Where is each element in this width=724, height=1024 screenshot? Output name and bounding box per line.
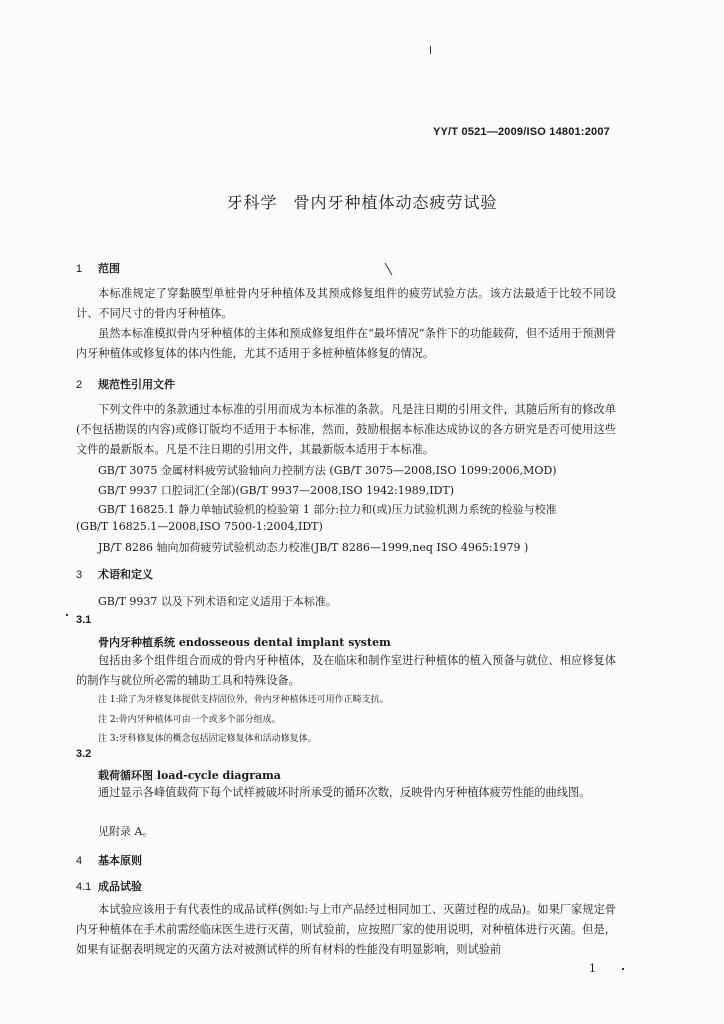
reference-3a: GB/T 16825.1 静力单轴试验机的检验第 1 部分:拉力和(或)压力试验机测力系统的检验与校准 <box>98 503 557 516</box>
section-title: 规范性引用文件 <box>98 379 175 391</box>
standard-code: YY/T 0521—2009/ISO 14801:2007 <box>432 126 610 138</box>
scan-speck <box>66 614 68 616</box>
section-1-paragraph-2: 虽然本标准模拟骨内牙种植体的主体和预成修复组件在“最坏情况”条件下的功能载荷，但不适用于预测骨内牙种植体或修复体的体内性能，尤其不适用于多桩种植体修复的情况。 <box>76 327 616 360</box>
scan-speck <box>622 968 624 970</box>
section-number: 1 <box>76 263 83 275</box>
section-number: 2 <box>76 379 83 391</box>
section-number: 4 <box>76 855 83 867</box>
section-number: 3 <box>76 569 83 581</box>
term-3-2-number: 3.2 <box>76 748 92 760</box>
reference-2: GB/T 9937 口腔词汇(全部)(GB/T 9937—2008,ISO 1942:1989,IDT) <box>98 484 455 497</box>
section-4-heading <box>76 852 142 868</box>
subsection-number: 4.1 <box>76 881 92 893</box>
note-1: 注 1:除了为牙修复体提供支持固位外，骨内牙种植体还可用作正畸支抗。 <box>98 695 389 705</box>
section-title: 基本原则 <box>98 855 142 867</box>
note-2: 注 2:骨内牙种植体可由一个或多个部分组成。 <box>98 715 281 725</box>
document-title <box>0 190 724 213</box>
section-1-paragraph-1: 本标准规定了穿黏膜型单桩骨内牙种植体及其预成修复组件的疲劳试验方法。该方法最适于比较不同设计、不同尺寸的骨内牙种植体。 <box>76 287 616 320</box>
section-3-intro: GB/T 9937 以及下列术语和定义适用于本标准。 <box>98 595 337 608</box>
term-3-2: 载荷循环图 load-cycle diagrama <box>98 769 281 782</box>
subsection-4-1-paragraph: 本试验应该用于有代表性的成品试样(例如:与上市产品经过相同加工、灭菌过程的成品)。如果厂家规定骨内牙种植体在手术前需经临床医生进行灭菌，则试验前，应按照厂家的使用说明，对种植体进行灭菌。但是，如果有证据表明规定的灭菌方法对被测试样的所有材料的性能没有明显影响，则试验前 <box>76 903 616 956</box>
subsection-4-1-heading <box>76 878 142 894</box>
reference-1: GB/T 3075 金属材料疲劳试验轴向力控制方法 (GB/T 3075—2008,ISO 1099:2006,MOD) <box>98 464 557 477</box>
section-title: 术语和定义 <box>98 569 153 581</box>
term-3-1-number: 3.1 <box>76 614 92 626</box>
term-3-1-definition: 包括由多个组件组合而成的骨内牙种植体，及在临床和制作室进行种植体的植入预备与就位、相应修复体的制作与就位所必需的辅助工具和特殊设备。 <box>76 654 616 687</box>
section-3-heading <box>76 566 153 582</box>
term-3-1: 骨内牙种植系统 endosseous dental implant system <box>98 636 391 649</box>
subsection-title: 成品试验 <box>98 881 142 893</box>
note-3: 注 3:牙科修复体的概念包括固定修复体和活动修复体。 <box>98 734 317 744</box>
scan-speck <box>430 46 431 54</box>
term-3-2-see: 见附录 A。 <box>98 825 154 838</box>
section-2-paragraph-1: 下列文件中的条款通过本标准的引用而成为本标准的条款。凡是注日期的引用文件，其随后所有的修改单(不包括勘误的内容)或修订版均不适用于本标准，然而，鼓励根据本标准达成协议的各方研究是否可使用这些文件的最新版本。凡是不注日期的引用文件，其最新版本适用于本标准。 <box>76 403 616 456</box>
section-2-heading <box>76 376 175 392</box>
title-part-1: 牙科学 <box>226 193 278 212</box>
reference-3b: (GB/T 16825.1—2008,ISO 7500-1:2004,IDT) <box>76 520 323 533</box>
term-3-2-definition: 通过显示各峰值载荷下每个试样被破坏时所承受的循环次数，反映骨内牙种植体疲劳性能的曲线图。 <box>98 786 591 799</box>
section-1-heading <box>76 260 120 276</box>
title-part-2: 骨内牙种植体动态疲劳试验 <box>293 193 498 212</box>
page-number: 1 <box>589 962 596 975</box>
scan-speck <box>385 263 393 276</box>
section-title: 范围 <box>98 263 120 275</box>
reference-4: JB/T 8286 轴向加荷疲劳试验机动态力校准(JB/T 8286—1999,neq ISO 4965:1979 ) <box>98 541 529 554</box>
